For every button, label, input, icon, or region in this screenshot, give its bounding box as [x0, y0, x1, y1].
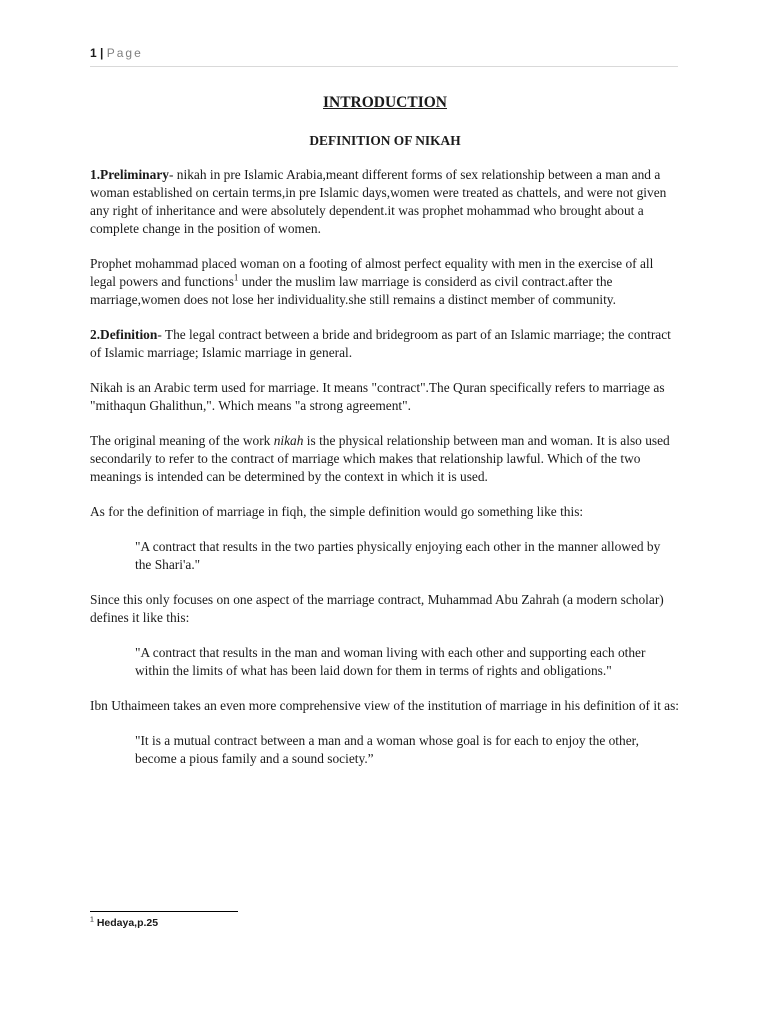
- paragraph-arabic-term: Nikah is an Arabic term used for marriage. It means "contract".The Quran specifically refers to marriage as "mithaqun Ghalithun,". Which means "a strong agreement".: [90, 380, 665, 413]
- paragraph-fiqh-intro: As for the definition of marriage in fiqh, the simple definition would go something like this:: [90, 504, 584, 519]
- definition-heading: 2.Definition: [90, 327, 158, 342]
- preliminary-text: - nikah in pre Islamic Arabia,meant different forms of sex relationship between a man and a woman established on certain terms,in pre Islamic days,women were treated as chattels, and were not given any right of inheritance and were absolutely dependent.it was prophet mohammad who brought about a complete change in the position of women.: [90, 167, 667, 236]
- footnote: [90, 917, 158, 929]
- paragraph-abu-zahrah-intro: Since this only focuses on one aspect of the marriage contract, Muhammad Abu Zahrah (a modern scholar) defines it like this:: [90, 592, 664, 625]
- section-subtitle: DEFINITION OF NIKAH: [309, 133, 461, 148]
- quote-abu-zahrah: "A contract that results in the man and woman living with each other and supporting each other within the limits of what has been laid down for them in terms of rights and obligations.": [135, 645, 646, 678]
- paragraph-uthaimeen-intro: Ibn Uthaimeen takes an even more comprehensive view of the institution of marriage in his definition of it as:: [90, 698, 680, 713]
- quote-fiqh-definition: "A contract that results in the two parties physically enjoying each other in the manner allowed by the Shari'a.": [135, 539, 661, 572]
- page-number: 1: [90, 46, 97, 60]
- definition-text: - The legal contract between a bride and bridegroom as part of an Islamic marriage; the contract of Islamic marriage; Islamic marriage in general.: [90, 327, 671, 360]
- footnote-marker: 1: [90, 916, 94, 924]
- equality-text-before: Prophet mohammad placed woman on a footing of almost perfect equality with men in the exercise of all legal powers and functions: [90, 256, 654, 289]
- page-word: Page: [106, 46, 143, 60]
- original-meaning-after: is the physical relationship between man and woman. It is also used secondarily to refer to the contract of marriage which makes that relationship lawful. Which of the two meanings is intended can be determined by the context in which it is used.: [90, 433, 670, 484]
- paragraph-original-meaning: [90, 432, 680, 486]
- paragraph-equality: [90, 255, 680, 309]
- paragraph-definition: [90, 326, 680, 362]
- footnote-reference[interactable]: 1: [233, 272, 239, 283]
- paragraph-preliminary: [90, 166, 680, 238]
- header-separator: |: [100, 46, 104, 60]
- preliminary-heading: 1.Preliminary: [90, 167, 169, 182]
- equality-text-after: under the muslim law marriage is considerd as civil contract.after the marriage,women does not lose her individuality.she still remains a distinct member of community.: [90, 274, 616, 307]
- document-body: [90, 92, 680, 785]
- footnote-text: Hedaya,p.25: [93, 917, 159, 929]
- page-header: [90, 46, 678, 67]
- footnote-divider: [90, 911, 238, 912]
- quote-uthaimeen: "It is a mutual contract between a man and a woman whose goal is for each to enjoy the other, become a pious family and a sound society.”: [135, 733, 639, 766]
- page-title: INTRODUCTION: [322, 94, 447, 111]
- original-meaning-before: The original meaning of the work: [90, 433, 274, 448]
- nikah-italic: nikah: [273, 433, 304, 448]
